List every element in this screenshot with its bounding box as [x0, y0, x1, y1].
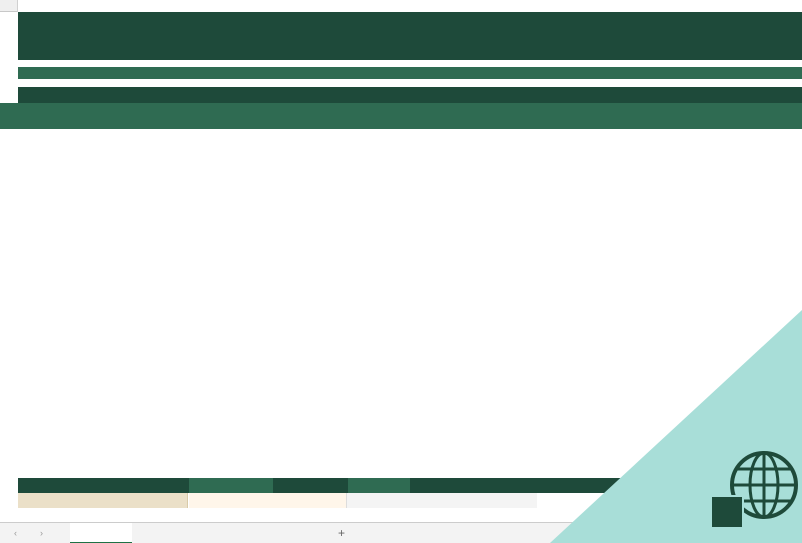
excel-x-icon: [710, 495, 744, 529]
add-sheet-icon[interactable]: +: [338, 526, 346, 540]
scroll-left-icon[interactable]: ‹: [14, 528, 17, 538]
scroll-right-icon[interactable]: ›: [40, 528, 43, 538]
